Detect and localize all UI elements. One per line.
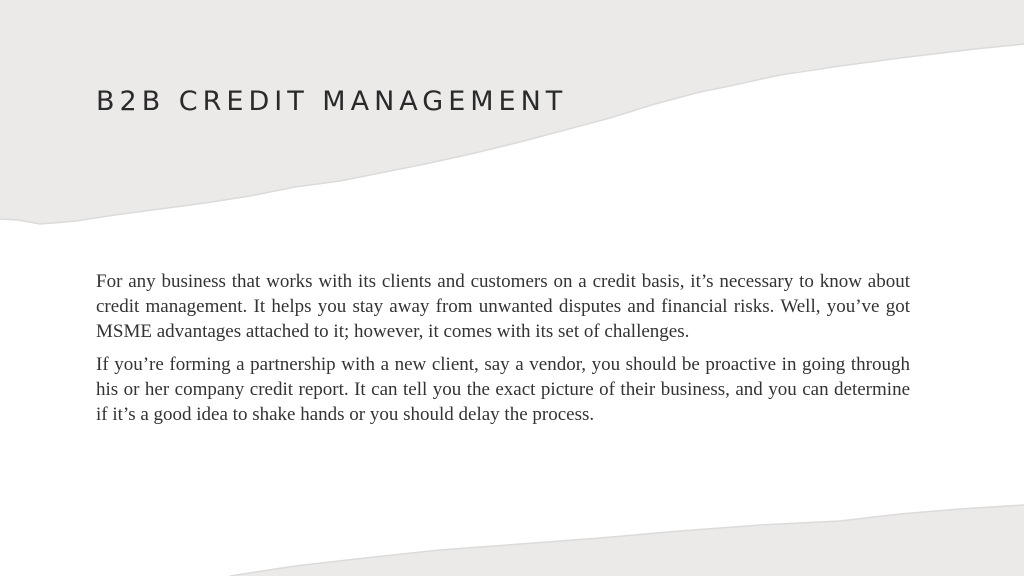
body-paragraph-1: For any business that works with its clients and customers on a credit basis, it’s necessary to know about credit management. It helps you stay away from unwanted disputes and financial risks. Well, you’ve got MSME advantages attached to it; however, it comes with its set of challenges.: [96, 271, 910, 342]
slide-title: B2B CREDIT MANAGEMENT: [96, 86, 568, 117]
slide-body: [96, 269, 910, 435]
bottom-torn-paper: [230, 505, 1024, 576]
body-paragraph-2: If you’re forming a partnership with a new client, say a vendor, you should be proactive in going through his or her company credit report. It can tell you the exact picture of their business, and you can determine if it’s a good idea to shake hands or you should delay the process.: [96, 354, 910, 425]
